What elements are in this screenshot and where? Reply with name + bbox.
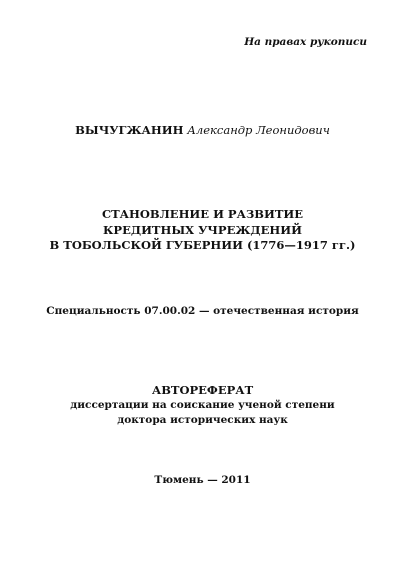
author-given-names: Александр Леонидович — [187, 123, 330, 137]
abstract-block — [0, 383, 405, 428]
title-line: КРЕДИТНЫХ УЧРЕЖДЕНИЙ — [102, 222, 303, 237]
abstract-line: доктора исторических наук — [117, 414, 288, 426]
title-line: В ТОБОЛЬСКОЙ ГУБЕРНИИ (1776—1917 гг.) — [49, 238, 356, 252]
title-line: СТАНОВЛЕНИЕ И РАЗВИТИЕ — [101, 207, 304, 221]
author-surname: ВЫЧУГЖАНИН — [75, 123, 184, 137]
speciality-line: Специальность 07.00.02 — отечественная история — [46, 305, 359, 317]
dissertation-title — [0, 207, 405, 254]
author-name — [0, 123, 405, 137]
abstract-line: диссертации на соискание ученой степени — [70, 399, 335, 411]
rights-note: На правах рукописи — [244, 36, 367, 48]
place-year: Тюмень — 2011 — [154, 474, 251, 486]
abstract-heading: АВТОРЕФЕРАТ — [151, 383, 254, 397]
